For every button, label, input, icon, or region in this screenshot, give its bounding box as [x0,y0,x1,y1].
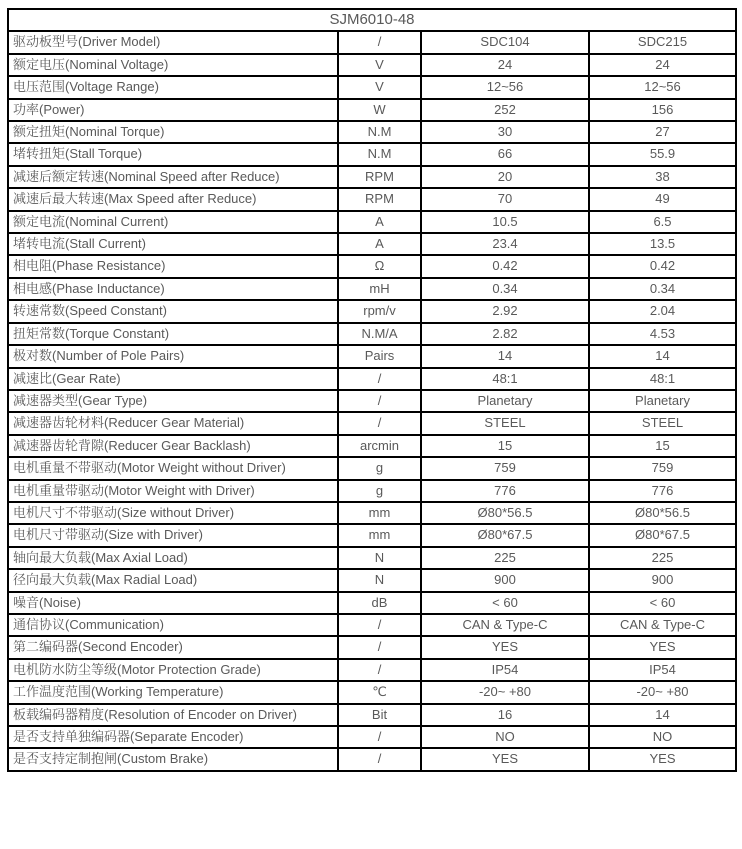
spec-unit: / [338,636,421,658]
spec-label: 电机防水防尘等级(Motor Protection Grade) [8,659,338,681]
spec-value-sdc215: YES [589,748,736,770]
spec-label: 额定电流(Nominal Current) [8,211,338,233]
table-row [8,569,736,591]
spec-value-sdc104: Planetary [421,390,589,412]
spec-value-sdc215: 4.53 [589,323,736,345]
spec-value-sdc104: 252 [421,99,589,121]
table-row [8,54,736,76]
spec-label: 电压范围(Voltage Range) [8,76,338,98]
spec-value-sdc215: 6.5 [589,211,736,233]
spec-label: 通信协议(Communication) [8,614,338,636]
spec-value-sdc104: NO [421,726,589,748]
spec-value-sdc215: Ø80*56.5 [589,502,736,524]
spec-value-sdc104: CAN & Type-C [421,614,589,636]
spec-value-sdc104: 66 [421,143,589,165]
table-row [8,659,736,681]
spec-value-sdc104: Ø80*67.5 [421,524,589,546]
spec-value-sdc215: 2.04 [589,300,736,322]
table-row [8,502,736,524]
spec-label: 堵转扭矩(Stall Torque) [8,143,338,165]
spec-unit: W [338,99,421,121]
spec-value-sdc104: 0.42 [421,255,589,277]
spec-value-sdc215: 0.42 [589,255,736,277]
spec-label: 减速后额定转速(Nominal Speed after Reduce) [8,166,338,188]
spec-value-sdc104: 10.5 [421,211,589,233]
spec-label: 板载编码器精度(Resolution of Encoder on Driver) [8,704,338,726]
spec-value-sdc104: 0.34 [421,278,589,300]
spec-value-sdc215: 0.34 [589,278,736,300]
table-row [8,726,736,748]
table-row [8,412,736,434]
spec-value-sdc215: 900 [589,569,736,591]
spec-unit: / [338,390,421,412]
spec-label: 功率(Power) [8,99,338,121]
spec-unit: RPM [338,188,421,210]
spec-value-sdc215: 49 [589,188,736,210]
spec-value-sdc215: 55.9 [589,143,736,165]
title-row [8,9,736,31]
spec-value-sdc104: 70 [421,188,589,210]
spec-label: 转速常数(Speed Constant) [8,300,338,322]
table-row [8,31,736,53]
spec-value-sdc104: 759 [421,457,589,479]
spec-value-sdc215: 776 [589,480,736,502]
spec-value-sdc215: 14 [589,345,736,367]
spec-value-sdc215: 15 [589,435,736,457]
spec-label: 第二编码器(Second Encoder) [8,636,338,658]
spec-label: 减速比(Gear Rate) [8,368,338,390]
spec-label: 轴向最大负载(Max Axial Load) [8,547,338,569]
spec-value-sdc104: YES [421,636,589,658]
table-row [8,188,736,210]
spec-value-sdc104: 24 [421,54,589,76]
spec-value-sdc104: 30 [421,121,589,143]
spec-table-body [8,31,736,770]
spec-value-sdc104: 15 [421,435,589,457]
spec-unit: mm [338,502,421,524]
table-row [8,681,736,703]
spec-label: 减速器齿轮背隙(Reducer Gear Backlash) [8,435,338,457]
spec-unit: g [338,457,421,479]
spec-unit: A [338,233,421,255]
spec-value-sdc215: 156 [589,99,736,121]
spec-label: 电机重量不带驱动(Motor Weight without Driver) [8,457,338,479]
spec-value-sdc215: STEEL [589,412,736,434]
spec-unit: dB [338,592,421,614]
table-row [8,76,736,98]
spec-unit: Ω [338,255,421,277]
spec-unit: mH [338,278,421,300]
spec-value-sdc104: 14 [421,345,589,367]
table-row [8,345,736,367]
spec-unit: Bit [338,704,421,726]
spec-unit: N.M/A [338,323,421,345]
table-row [8,636,736,658]
spec-label: 电机重量带驱动(Motor Weight with Driver) [8,480,338,502]
table-row [8,480,736,502]
table-row [8,457,736,479]
spec-unit: mm [338,524,421,546]
spec-label: 减速器齿轮材料(Reducer Gear Material) [8,412,338,434]
spec-value-sdc215: < 60 [589,592,736,614]
spec-unit: / [338,748,421,770]
spec-unit: g [338,480,421,502]
spec-label: 工作温度范围(Working Temperature) [8,681,338,703]
spec-value-sdc215: 24 [589,54,736,76]
spec-value-sdc215: -20~ +80 [589,681,736,703]
table-row [8,211,736,233]
spec-value-sdc104: YES [421,748,589,770]
spec-value-sdc215: Planetary [589,390,736,412]
spec-unit: V [338,76,421,98]
table-row [8,704,736,726]
spec-label: 是否支持单独编码器(Separate Encoder) [8,726,338,748]
spec-unit: V [338,54,421,76]
spec-value-sdc215: 48:1 [589,368,736,390]
spec-value-sdc104: 900 [421,569,589,591]
spec-unit: N [338,569,421,591]
table-row [8,368,736,390]
spec-value-sdc215: 12~56 [589,76,736,98]
spec-value-sdc104: 12~56 [421,76,589,98]
spec-label: 相电感(Phase Inductance) [8,278,338,300]
spec-label: 噪音(Noise) [8,592,338,614]
table-row [8,614,736,636]
spec-unit: Pairs [338,345,421,367]
table-row [8,255,736,277]
spec-value-sdc104: -20~ +80 [421,681,589,703]
spec-unit: rpm/v [338,300,421,322]
spec-value-sdc104: 2.92 [421,300,589,322]
spec-unit: N.M [338,143,421,165]
spec-unit: / [338,368,421,390]
table-row [8,435,736,457]
table-row [8,233,736,255]
table-row [8,99,736,121]
spec-unit: A [338,211,421,233]
spec-label: 电机尺寸不带驱动(Size without Driver) [8,502,338,524]
spec-label: 极对数(Number of Pole Pairs) [8,345,338,367]
spec-label: 相电阻(Phase Resistance) [8,255,338,277]
spec-value-sdc215: CAN & Type-C [589,614,736,636]
spec-unit: / [338,614,421,636]
spec-value-sdc104: < 60 [421,592,589,614]
spec-value-sdc104: 776 [421,480,589,502]
table-row [8,323,736,345]
spec-unit: N [338,547,421,569]
spec-value-sdc215: 27 [589,121,736,143]
spec-value-sdc104: 48:1 [421,368,589,390]
spec-value-sdc104: 16 [421,704,589,726]
spec-value-sdc215: 225 [589,547,736,569]
spec-value-sdc104: 23.4 [421,233,589,255]
spec-value-sdc215: 38 [589,166,736,188]
table-row [8,592,736,614]
spec-label: 扭矩常数(Torque Constant) [8,323,338,345]
spec-label: 减速器类型(Gear Type) [8,390,338,412]
spec-value-sdc104: 225 [421,547,589,569]
spec-value-sdc215: 759 [589,457,736,479]
table-row [8,166,736,188]
spec-unit: N.M [338,121,421,143]
table-row [8,390,736,412]
spec-label: 径向最大负载(Max Radial Load) [8,569,338,591]
table-row [8,300,736,322]
spec-unit: / [338,31,421,53]
spec-label: 堵转电流(Stall Current) [8,233,338,255]
spec-value-sdc215: SDC215 [589,31,736,53]
spec-unit: / [338,412,421,434]
spec-unit: ℃ [338,681,421,703]
table-row [8,748,736,770]
table-row [8,278,736,300]
spec-label: 电机尺寸带驱动(Size with Driver) [8,524,338,546]
spec-label: 额定扭矩(Nominal Torque) [8,121,338,143]
spec-value-sdc215: 14 [589,704,736,726]
spec-value-sdc215: Ø80*67.5 [589,524,736,546]
table-row [8,524,736,546]
spec-label: 驱动板型号(Driver Model) [8,31,338,53]
spec-value-sdc104: 2.82 [421,323,589,345]
table-row [8,143,736,165]
spec-unit: / [338,659,421,681]
spec-value-sdc104: IP54 [421,659,589,681]
table-row [8,547,736,569]
spec-value-sdc215: IP54 [589,659,736,681]
spec-unit: / [338,726,421,748]
table-row [8,121,736,143]
spec-value-sdc104: Ø80*56.5 [421,502,589,524]
spec-value-sdc104: 20 [421,166,589,188]
spec-label: 减速后最大转速(Max Speed after Reduce) [8,188,338,210]
spec-value-sdc104: SDC104 [421,31,589,53]
spec-value-sdc215: NO [589,726,736,748]
spec-value-sdc215: 13.5 [589,233,736,255]
spec-value-sdc104: STEEL [421,412,589,434]
spec-unit: arcmin [338,435,421,457]
spec-unit: RPM [338,166,421,188]
spec-value-sdc215: YES [589,636,736,658]
spec-label: 是否支持定制抱闸(Custom Brake) [8,748,338,770]
page-title: SJM6010-48 [8,9,736,31]
spec-table [7,8,737,772]
spec-label: 额定电压(Nominal Voltage) [8,54,338,76]
